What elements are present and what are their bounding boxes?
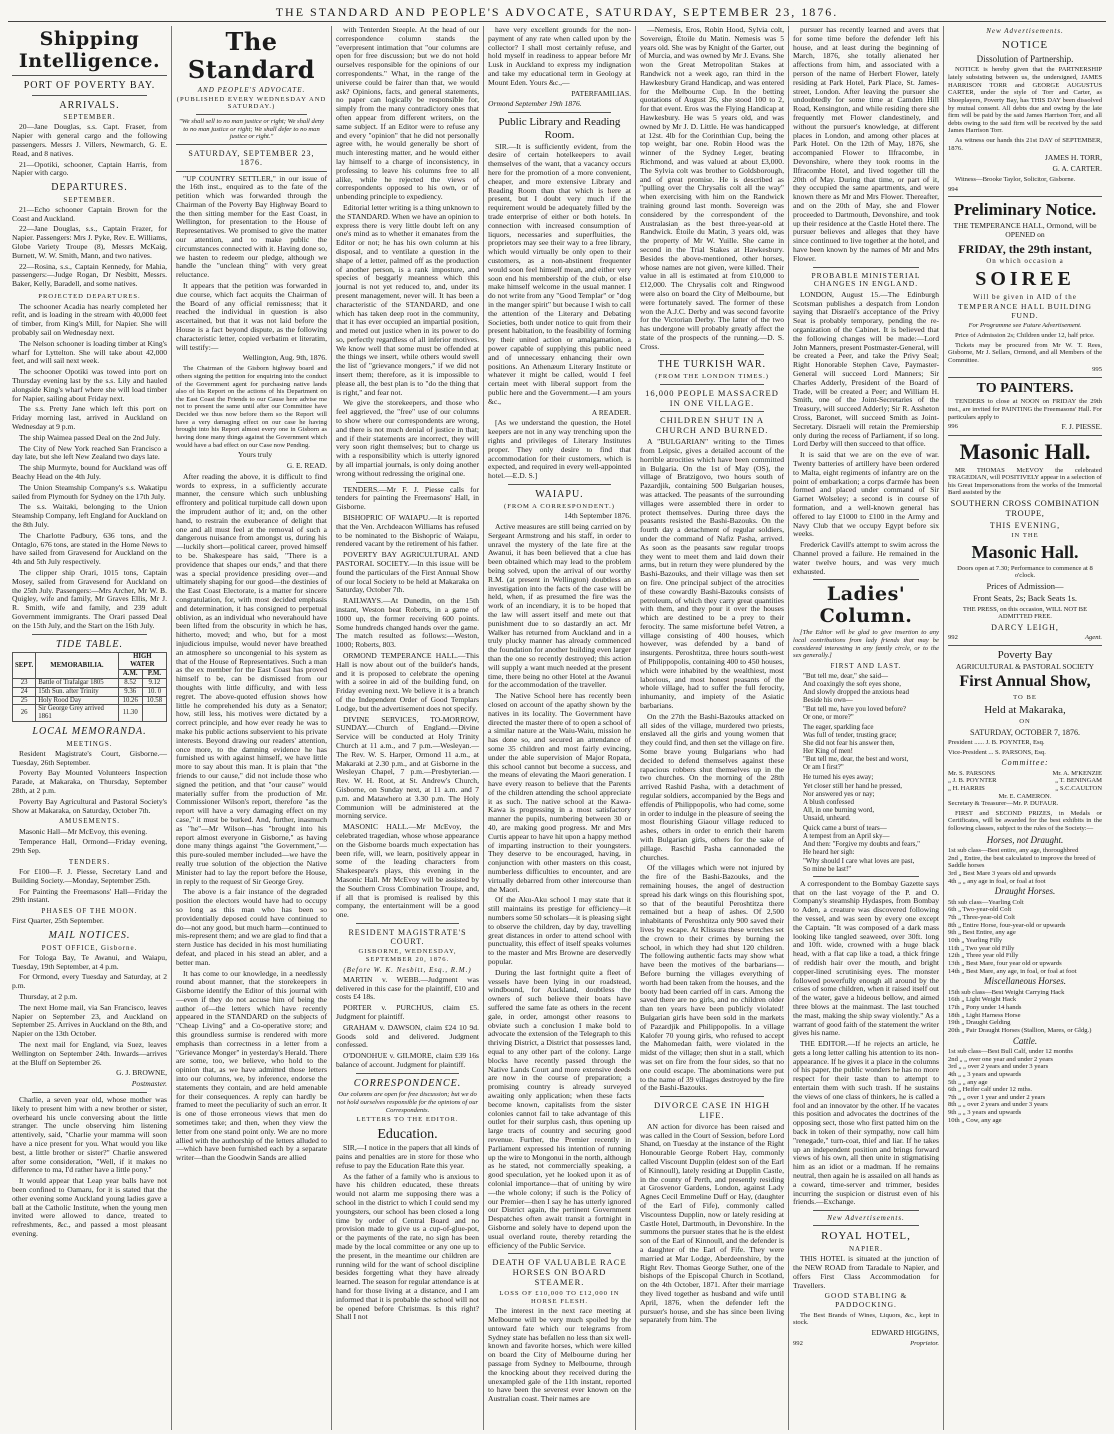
projected-entry: The Nelson schooner is loading timber at King's wharf for Lyttelton. She will take about 42,000 feet, and will sail next week. (12, 338, 167, 366)
meetings-heading: MEETINGS. (66, 739, 113, 748)
programme-line: For Programme see Future Advertisement. (968, 322, 1082, 330)
letter-closing: Yours truly (237, 450, 273, 460)
amusements-heading: AMUSEMENTS. (59, 817, 120, 826)
mail-heading: MAIL NOTICES. (48, 930, 131, 942)
ad-number: 995 (1092, 366, 1102, 374)
vice-president-line: Vice-President ... S. PARSONS, Esq. (948, 748, 1046, 756)
columns (8, 26, 1106, 1430)
stabling: GOOD STABLING & PADDOCKING. (824, 1291, 908, 1310)
tide-col-sept: SEPT. (13, 653, 36, 679)
projected-entry: The ship Murmyte, bound for Auckland was off Beachy Head on the 4th July. (12, 463, 167, 481)
notice-text: NOTICE is hereby given that the PARTNERSHIP lately subsisting between us, the undersigned, JAMES HARRISON TORR and GEORGE AUGUSTUS CARTER, under the style of Torr and Carter, as Shoeplayers, Poverty Bay, has THIS DAY been dissolved by mutual consent. All debts due and owing by the late firm will be paid by the said James Harrison Torr, and all debts owing to the said firm will be received by the said James Harrison Torr. (948, 66, 1102, 135)
signature-carter: G. A. CARTER. (1052, 164, 1102, 174)
secretary-line: Secretary & Treasurer—Mr. P. DUFAUR. (948, 800, 1059, 808)
page-masthead: THE STANDARD AND PEOPLE'S ADVOCATE, SATURDAY, SEPTEMBER 23, 1876. (8, 4, 1106, 22)
table-row: 24 15th Sun. after Trinity 9.36 10. 0 (13, 687, 167, 696)
issue-date: SATURDAY, SEPTEMBER 23, 1876. (188, 148, 315, 168)
news-item: TENDERS.—Mr F. J. Piesse calls for tenders for painting the Freemasons' Hall, in Gisborne. (336, 484, 479, 512)
tide-col-am: A.M. (118, 669, 142, 678)
divorce-paragraph: pursuer has recently learned and avers that for some time before the defender left his house, and at least during the beginning of March, 1876, she totally alienated her affections from him, and associated with a person of the name of Herbert Flower, lately residing at Park Hotel, Park Place, St. James-street, London. After leaving the pursuer she undoubtedly for some time at Camden Hill Road, Kensington, and while residing there she frequently met Flower clandestinely, and without the pursuer's knowledge, at different places in London, and among other places at Park Hotel. On the 12th of May, 1876, she accompanied Flower to Ilfracombe, in Devonshire, where they took rooms in the Ilfracombe Hotel, and lived together till the 20th of May. During that time, or part of it, they occupied the same apartments, and were known there as Mr and Mrs Flower. Thereafter, and on the 20th of May, she and Flower proceeded to Dartmouth, Devonshire, and took up their residence at the Castle Hotel there. The pursuer believes and alleges that they have since continued to live together at the hotel, and have been known by the names of Mr and Mrs Flower. (793, 26, 939, 263)
prelim-heading: Preliminary Notice. (953, 200, 1097, 220)
committee-heading: Committee: (1001, 758, 1049, 768)
ad-number: 992 (948, 634, 958, 642)
meeting-entry: Resident Magistrate's Court, Gisborne.—Tuesday, 26th September. (12, 748, 167, 767)
table-row: 25 Holy Rood Day 10.26 10.58 (13, 696, 167, 705)
notice-heading: NOTICE (1001, 39, 1049, 52)
quoted-letter: The Chairman of the Gisborn highway board and others signing the petition for enquiring into the conduct of the Government agent for purchasing native lands also of his Report on the actions of his Department on the East Coast the Friends to our Cause here advise me not to present the same until after our Committee have Decided we thus now before them so the Report will have a very damaging effect on our case he having brought into his Report almost every one in Gisborn as having done many things against the Government which would have a bad effect on our Case now Pending. (176, 365, 327, 449)
divorce-heading: DIVORCE CASE IN HIGH LIFE. (653, 1100, 771, 1120)
soiree-aid: Will be given in AID of the (973, 292, 1077, 301)
masonic-text: MR THOMAS McEVOY the celebrated TRAGEDIAN, will POSITIVELY appear in a selection of his Great Impersonations from the works of the Immortal Bard assisted by the (948, 466, 1102, 497)
shipping-title: Shipping Intelligence. (18, 28, 161, 73)
stabling-sub: The Best Brands of Wines, Liquors, &c., kept in stock. (793, 1311, 939, 1327)
proprietor-title: Proprietor. (910, 1339, 939, 1347)
ministerial-heading: PROBABLE MINISTERIAL CHANGES IN ENGLAND. (811, 270, 921, 289)
mail-entry: For Ormond, every Tuesday and Saturday, at 2 p.m. (12, 972, 167, 991)
court-case: O'DONOHUE v. GILMORE, claim £39 16s balance of account. Judgment for plaintiff. (336, 1051, 479, 1069)
court-case: PORTER v. PURCHUS, claim £5. Judgment for plaintiff. (336, 1003, 479, 1021)
arrival-entry: 20—Jane Douglas, s.s. Capt. Fraser, from Napier with general cargo and the following passengers. Messrs J. Villers, Newmarch, G. E. Read, and 8 natives. (12, 122, 167, 158)
column-shipping (8, 26, 171, 1430)
prices-text: Front Seats, 2s; Back Seats 1s. (972, 592, 1078, 603)
editorial-paragraph: It appears that the petition was forwarded in due course, which fact acquits the Chairman of the Board of any official remissness; that it reached the individual in question is also ascertained, but that it was not laid before the House is a fact beyond dispute, as the following characteristic letter, copied verbatim et literatim, will testify:— (176, 281, 327, 352)
witness-text: As witness our hands this 21st DAY of SEPTEMBER, 1876. (948, 137, 1102, 152)
cattle-heading: Cattle. (1012, 1035, 1038, 1046)
hotel-heading: ROYAL HOTEL, (821, 1230, 911, 1243)
horse-paragraph: —Nemesis, Eros, Robin Hood, Sylvia colt, Sovereign, Étoile du Matin. Nemesis was 5 years old. She was by Knight of the Garter, out of Murcia, and was owned by Mr J. Evans. She won the Great Metropolitan Stakes at Randwick not a week ago, ran third in the Hawkesbury Grand Handicap, and was entered for the Melbourne Cup. In the betting quotations of August 26, she stood 100 to 2, for that event. Eros was the Flying Handicap at Hawkesbury. He was 5 years old, and was owned by Mr J. D. Little. He was handicapped at 12st. 4lb for the Corinthian Cup, being the top weight, bar one. Robin Hood was the winner of the Sydney Leger, beating Richmond, and was valued at about £3,000. The Sylvia colt was brother to Goldsborough, and of great promise. He is described as "pulling over the Chrysalis colt all the way" when exercising with him on the Randwick training ground last month. Sovereign was considered by the correspondent of the Australasian as the best three-year-old at Randwick. Étoile du Matin, 3 years old, was the property of Mr W. Yuille. She came in second in the Trial Stakes at Hawkesbury. Besides the above-mentioned, other horses, whose names are not given, were killed. Their value in all is estimated at from £10,000 to £12,000. The Chrysalis colt and Ringwood were also on board the City of Melbourne, but were fortunately saved. The former of these won the A.J.C. Derby and was second favorite for the Victorian Derby. The latter of the two has undergone will probably greatly affect the state of the prospects of the running.—D. S. Cross. (640, 26, 784, 351)
editorial-paragraph: with Tenterden Steeple. At the head of our correspondence column stands the "everpresent intimation that "our columns are open for free discussion; but we do not hold ourselves responsible for the opinions of our correspondents." What, in the range of the universe could be fairer than that, we would ask? Opinions, facts, and general statements, no paper can logically be responsible for, simply from the many contradictory ones that often appear from different writers, on the same subject. If an Editor were to refuse any and every "opinion" that he did not personally agree with, he would generally be short of much interesting matter, and he would either lay himself to a charge of inconsistency, in professing to leave his columns free to all alike, while he rejected the views of correspondents opposed to his own, or of unbending principle to expediency. (336, 26, 479, 202)
misc-horses-heading: Miscellaneous Horses. (984, 976, 1066, 987)
tenders-heading: TENDERS. (68, 857, 111, 866)
tide-col-pm: P.M. (142, 669, 166, 678)
to-be-line: TO BE (1013, 693, 1037, 701)
poem-title: FIRST AND LAST. (830, 662, 902, 671)
tide-col-memo: MEMORABILIA. (36, 653, 118, 679)
standard-subtitle: AND PEOPLE'S ADVOCATE. (197, 85, 306, 94)
mail-entry: The next mail for England, via Suez, leaves Wellington on September 24th. Inwards—arrives at the Bluff on September 26. (12, 1040, 167, 1067)
class-list: 1st sub class—Best Bull Calf, under 12 months 2nd „ „ over one year and under 2 years 3rd „ „ over 2 years and under 3 years 4th „ „ 3 years and upwards 5th „ „ any age 6th „ Heifer calf under 12 mths. 7th „ „ over 1 year and under 2 years 8th „ „ over 2 years and under 3 years 9th „ „ 3 years and upwards 10th „ Cow, any age (948, 1047, 1073, 1124)
prices-heading: Prices of Admission— (986, 580, 1064, 591)
moon-heading: PHASES OF THE MOON. (41, 907, 138, 916)
court-date: GISBORNE, WEDNESDAY, SEPTEMBER 20, 1876. (358, 948, 457, 964)
court-case: GRAHAM v. DAWSON, claim £24 10 9d. Goods sold and delivered. Judgment confessed. (336, 1022, 479, 1050)
post-office: POST OFFICE, Gisborne. (41, 943, 138, 952)
new-ads-heading: New Advertisements. (827, 1214, 905, 1223)
departure-entry: 21—Echo schooner Captain Brown for the Coast and Auckland. (12, 204, 167, 223)
new-ads-heading: New Advertisements. (986, 27, 1064, 35)
correspondence-note: Our columns are open for free discussion; but we do not hold ourselves responsible for the opinions of our Correspondents. (336, 1091, 479, 1114)
misc-paragraph: THE EDITOR.—If he rejects an article, he gets a long letter calling his attention to its non-appearance. If he gives it a place in the columns of his paper, the public wonders he has no more respect for their taste than to attempt to entertain them with such trash. If he sustains the views of one class of thinkers, he is called a fool and an innovator by the other. If he vacates this position and advocates the doctrines of the opposing sect, those who first patted him on the back in token of their sympathy, now call him "renegade," turn-coat, thief and liar. If he takes up an independent position and brings forward views of his own, all then unite in stigmatising him as an idiot or a madman. If he remains neutral, then again he is assailed on all hands as a coward, time-server and trimmer, besides incurring the suspicion or distrust even of his friends.—Exchange. (793, 1039, 939, 1207)
show-heading: First Annual Show, (959, 673, 1091, 691)
editorial-paragraph: After reading the above, it is difficult to find words to express, in a sufficiently accurate manner, the censure which such unblushing effrontery and political turpitude call down upon the imprudent author of it; and, on the other hand, to restrain the exuberance of delight that one and all must feel at the removal of such a dangerous nuisance from amongst us, during his—luckily short—political career, proved himself to be. Shakespeare has said, "There is a providence that shapes our ends," and that there was a special providence presiding over—and ultimately shaping for our good—the destinies of the East Coast Electorate, is a matter for sincere congratulation, for, with most decided emphasis and determination, it has consigned to perpetual oblivion, as an individual who neverahould have been lifted from the obscurity in which he has, hitherto, moved; and who, but for a most injudicious impulse, would never have breathed an atmosphere so uncongenial to his system as that of the House of Representatives. Such a man as the ex member for the East Coast has proved himself to be, can be dismissed from our thoughts with little difficulty, and with less regret. The above-quoted effusion shows how little he comprehended his duty as a Senator; how, still less, his motives were dictated by a correct principle, and how ever ready he was to make his public actions subservient to his private interests. Beyond drawing our readers' attention, once more, to the damning evidence he has furnished us with against himself, we have little more to say about this man. It is plain that "the friends to our cause," did not include those who signed the petition, and that "our cause" would materially suffer from the production of Mr. Commissioner Wilson's report, therefore "as the report will have a very damaging effect on my case," it must be burked. And, further, inasmuch as "he"—Mr Wilson—has "brought into his report almost everyone in Gisborne," as having done many things against "the Government,"—this pure-souled member included—we have the really true solution of the objection the Native Minister had to lay the report before the House, in reply to the request of Sir George Grey. (176, 471, 327, 886)
amusement-entry: Temperance Hall, Ormond—Friday evening, 29th Sep. (12, 837, 167, 856)
column-letters (483, 26, 635, 1430)
motto: "We shall sell to no man justice or right; We shall deny to no man justice or right; We shall defer to no man justice or right." (179, 118, 324, 141)
hotel-text: THIS HOTEL is situated at the junction of the NEW ROAD from Taradale to Napier, and offers First Class Accommodation for Travellers. (793, 1254, 939, 1290)
mail-entry: The next Home mail, via San Francisco, leaves Napier on September 23, and Auckland on September 25. Arrives in Auckland on the 8th, and Napier on the 13th October. (12, 1002, 167, 1039)
committee-row: Mr. E. CAMERON. (998, 792, 1052, 800)
waiapu-date: 14th September 1876. (564, 511, 631, 521)
projected-heading: PROJECTED DEPARTURES. (38, 293, 141, 301)
departure-entry: 22—Rosina, s.s., Captain Kennedy, for Mahia, passengers:—Judge Rogan, Dr Nesbitt, Messrs. Baker, Kelly, Baradell, and some natives. (12, 261, 167, 289)
news-item: ORMOND TEMPERANCE HALL.—This Hall is now about out of the builder's hands, and it is proposed to celebrate the opening with a soiree in aid of the building fund, on Friday evening next. We believe it is a branch of the Independent Order of Good Templars Lodge, but the advertisement does not specify. (336, 650, 479, 713)
editorial-paragraph: We give the storekeepers, and those who feel aggrieved, the "free" use of our columns to show where our correspondents are wrong, and there is not much denial of justice in that; and if their statements are incorrect, they will very soon right themselves; but to charge us with a responsibility which is utterly ignored by all impartial journals, is only doing another wrong without redressing the original one. (336, 398, 479, 478)
draught-heading: Draught Horses. (994, 886, 1056, 897)
president-line: President ...... J. B. POYNTER, Esq. (948, 739, 1045, 747)
committee-row: Mr. S. PARSONS Mr. A. M'KENZIE (948, 769, 1102, 777)
waiapu-paragraph: Active measures are still being carried on by Sergeant Armstrong and his staff, in order to unravel the mystery of the late fire at the Awanui, it has been believed that a clue has been obtained which may lead to the problem being solved, upon the arrival of our worthy R.M. (at present in Wellington) doubtless an investigation into the facts of the case will be held, when, if as presumed the fire was the work of an incendiary, it is to be hoped that the law will assert itself and mete out that punishment due to so dastardly an act. Mr Walker has returned from Auckland and in a truly plucky manner has already commenced the foundation for another building even larger than the one so recently destroyed; this action will supply a want much needed at the present time, there being no other Hotel at the Awanui for the accommodation of the traveller. (488, 521, 631, 690)
committee-row: „ J. B. POYNTER „ T. BENINGAM (948, 777, 1102, 785)
story-paragraph: Charlie, a seven year old, whose mother was likely to present him with a new brother or sister, overheard his uncle conversing about the little stranger. The uncle observing him listening attentively, said, "Charlie your mamma will soon have a nice present for you. What would you like best, a little brother or sister?" Charlie answered after some consideration, "Well, if it makes no difference to ma, I'd rather have a little pony." (12, 1094, 167, 1175)
projected-entry: The clipper ship Orari, 1015 tons, Captain Mosey, sailed from Gravesend for Auckland on the 25th July. Passengers:—Mrs Archer, Mr W. B. Quigley, wife and family, Mr Graves Ellis, Mr J. R. Smith, wife and family, and 239 adult Government immigrants. The Orari passed Deal on the 15th July, and the Start on the 16th July. (12, 567, 167, 630)
projected-entry: The schooner Opotiki was towed into port on Thursday evening last by the s.s. Lily and hauled alongside King's wharf where she will load timber for Napier, sailing about Friday next. (12, 367, 167, 403)
ad-number: 994 (948, 185, 958, 193)
divorce-paragraph: AN action for divorce has been raised and was called in the Court of Session, before Lord Shand, on Tuesday at the instance of the Right Honourable George Robert Hay, commonly called Viscount Dupplin (eldest son of the Earl of Kinnoull), lately residing at Dupplin Castle, in the county of Perth, and presently residing at Grosvenor Gardens, London, against Lady Agnes Cecil Emmeline Duff or Hay, (daughter of the Earl of Fife), commonly called Viscountess Dupplin, now or lately residing at Castle Hotel, Dartmouth, in Devonshire. In the summons the pursuer states that he is the eldest son of the Earl of Kinnoull, and the defender is a daughter of the Earl of Fife. They were married at Mar Lodge, Aberdeenshire, by the Right Rev. Thomas George Suther, one of the bishops of the Episcopal Church in Scotland, on the 4th October, 1871. After their marriage they lived together as husband and wife until April, 1876, when the defender left the pursuer's house, and she has since been living separately from him. The (640, 1121, 784, 1325)
arrivals-heading: ARRIVALS. (59, 99, 120, 111)
letter-date: Wellington, Aug. 9th, 1876. (242, 353, 327, 363)
tickets-line: Tickets may be procured from Mr W. T. Rees, Gisborne, Mr J. Sellars, Ormond, and all Members of the Committee. (948, 341, 1102, 364)
class-list: 15th sub class—Best Weight Carrying Hack 16th „ Light Weight Hack 17th „ Pony under 14 hands 18th „ Light Harness Horse 19th „ Draught Gelding 20th „ Pair Draught Horses (Stallion, Mares, or Gldg.) (948, 988, 1092, 1034)
editorial-paragraph: The above is a fair instance of the degraded position the electors would have had to occupy so long as this man who has been so providentially deposed could have continued to do—not any good, but much harm—continued to mis-represent them; and we are glad to find that a stern Justice has decided in his most humiliating defeat, and placed in his stead an abler, and a better man. (176, 887, 327, 967)
doors-line: Doors open at 7.30; Performance to commence at 8 o'clock. (957, 564, 1093, 580)
proprietor-name: EDWARD HIGGINS, (871, 1328, 939, 1338)
piesse-signature: F. J. PIESSE. (1061, 422, 1102, 432)
ad-number: 992 (793, 1339, 803, 1347)
local-memoranda-heading: LOCAL MEMORANDA. (32, 726, 147, 738)
postmaster-name: G. J. BROWNE, (116, 1068, 167, 1078)
editorial-paragraph: It has come to our knowledge, in a needlessly round about manner, that the storekeepers in Gisborne identify the Editor of this journal with—even if they do not accuse him of being the author of—the letters which have recently appeared in the STANDARD on the subjects of "Cheap Living" and a Co-operative store; and this groundless surmise is rendered with more emphasis than correctness in a letter from a "Grievance Monger" in yesterday's Herald. There are some, too, we believe, who hold to the opinion that, as we have admitted those letters into our columns, we, by inference, endorse the statements they contain, and are held amenable for their consequences. A reply can hardly be framed to meet the peculiarity of such an error. It is one of those erroneous views that men do sometimes take; and then, when they view the letter from one stand point only. We are no more allied with the authorship of the letters alluded to—which have been furnished each by a separate writer—than the Goodwin Sands are allied (176, 968, 327, 1163)
waiapu-paragraph: Of the Aku-Aku school I may state that it still maintains its prestige for efficiency—it numbers some 50 scholars—it is pleasing sight to observe the children, day by day, travelling great distances in order to attend school with punctuality, this effect of itself speaks volumes to the master and Mrs Browne are deservedly popular. (488, 895, 632, 967)
projected-entry: The s.s. Pretty Jane which left this port on Friday morning last, arrived in Auckland on Wednesday at 9 p.m. (12, 404, 167, 432)
horses-heading: Horses, not Draught. (986, 834, 1064, 845)
waiapu-sub: (FROM A CORRESPONDENT.) (504, 502, 615, 510)
evening-line: THIS EVENING, (989, 520, 1061, 530)
projected-entry: The City of New York reached San Francisco a day late, but she left New Zealand two days late. (12, 443, 167, 462)
dissolution-heading: Dissolution of Partnership. (976, 53, 1074, 64)
ministerial-paragraph: It is said that we are on the eve of war. Twenty batteries of artillery have been ordered to Malta, eight regiments of infantry are on the point of embarkation; a corps d'armée has been formed and placed under command of Sir Garnet Wolseley; a second is in course of formation, and a well-known general has offered to lay £1000 to £100 in the Army and Navy Club that we occupy Egypt before six weeks. (793, 450, 939, 539)
waiapu-paragraph: During the last fortnight quite a fleet of vessels have been lying in our roadstead, windbound, for Auckland, doubtless the owners of such believe their boats have suffered the same fate as others in the recent gale, in order, amongst other reasons to obviate such a conclusion I make bold to advocate the extension of the Telegraph to this thriving District, a District that possesses land, equal to any other part of the colony. Large blocks have recently passed through the Native Lands Court and more extensive deeds are now in the course of preparation; a promising country is already surveyed awaiting only application; when these facts become known, capitalists from the sister colonies cannot fail to take advantage of this outlet for their surplus cash, thus opening up large tracts of country and securing good revenue. Further, the Premier recently in Parliament expressed his intention of running up the wire to Mongonui in the north, although as he stated, not commercially speaking, a good speculation, yet he looked upon it as of colonial importance—that of uniting by wire—the whole colony; if such is the Policy of our Premier—then I say he has utterly ignored our District again, the pertinent Government Despatches often await transit a fortnight in Gisborne and solely have to depend upon the usual overland route, thereby retarding the efficiency of the Public Service. (488, 967, 631, 1250)
departures-month: SEPTEMBER. (63, 195, 116, 204)
death-paragraph: The interest in the next race meeting at Melbourne will be very much spoiled by the untoward fate which our telegrams from Sydney state has befallen no less than six well-known and favorite horses, which were killed on board the City of Melbourne during her passage from Sydney to Melbourne, through the knocking about they received during the unexampled gale of the 11th instant, reported to have been the severest ever known on the Australian coast. Their names are (488, 1306, 631, 1404)
table-row: 23 Battle of Trafalgar 1805 8.52 9.12 (13, 678, 167, 687)
agent-title: Agent. (1084, 634, 1102, 642)
turkish-paragraph: On the 27th the Bashi-Bazouks attacked on all sides of the village, murdered two priests, enslaved all the girls and young women that they could find, and then set the village on fire. Some brave young Bulgarians who had decided to defend themselves against these rapacious robbers shut themselves up in the two churches. On the morning of the 28th arrived Rashid Pasha, with a detachment of regular soldiers, accompanied by the Begs and effendis of Philippopolis, who had come, some in order to indulge in the pleasure of seeing the most flourishing Giaour village reduced to ashes, others in order to enrich their harem with Bulgarian girls, others for the sake of pillage. Raschid Pasha cannonaded the churches. (640, 711, 784, 862)
society-heading: AGRICULTURAL & PASTORAL SOCIETY (955, 661, 1095, 671)
projected-entry: The Charlotte Padbury, 636 tons, and the Ontaglo, 676 tons, are stated in the Home News to have sailed from Gravesend for Auckland on the 4th and 5th July respectively. (12, 530, 167, 567)
tender-entry: For Painting the Freemasons' Hall—Friday the 29th instant. (12, 886, 167, 905)
port-heading: PORT OF POVERTY BAY. (23, 80, 156, 92)
story-paragraph: It would appear that Leap year balls have not been confined to Oamaru, for it is stated that the other evening some Auckland young ladies gave a ball at the Catholic Institute, when the young men invited were allowed to dance, treated to refreshments, &c., and passed a most pleasant evening. (12, 1176, 167, 1238)
editor-note: [As we understand the question, the Hotel keepers are not in any way trenching upon the rights and privileges of Literary Institutes proper. They only desire to find that accommodation for their customers, which is expected, and required in every well-appointed hotel.—E.D. S.] (488, 418, 631, 481)
masonic-heading-2: Masonic Hall. (971, 541, 1079, 562)
tender-entry: For £100—F. J. Piesse, Secretary Land and Building Society.—Monday, September 25th. (12, 867, 167, 885)
masonic-heading: Masonic Hall. (959, 439, 1091, 465)
meeting-entry: Poverty Bay Mounted Volunteers Inspection Parade, at Makaraka, on Thursday, September 28th, at 2 p.m. (12, 768, 167, 796)
editorial-paragraph: Editorial letter writing is a thing unknown to the STANDARD. When we have an opinion to express there is very little doubt left on any one's mind as to whether it emanates from the Editor or not; he has his own column at his disposal, and to ventilate a question in the shape of a letter, palmed off as the production of another person, is a rank imposture, and species of beggarly meanness which this journal is not yet reduced to, and, under its present management, never will. It has been a characteristic of the STANDARD, and one which has taken deep root in the community, that it has ever occupied an impartial position, and meted out justice when in its power to do so, perfectly regardless of all inferior motives. We know well that some must be offended at the things we insert, while others would swell the list of "grievance mongers," if we did not insert them; therefore, as it is impossible to please all, the best plan is to "do the thing that is right," and fear not. (336, 202, 479, 397)
painters-heading: TO PAINTERS. (976, 381, 1074, 397)
poem: "But tell me, dear," she said— And coaxingly the soft eyes shone, And slowly dropped the anxious head Beside his own— "But tell me, have you loved before? Or one, or more?" The eager, sparkling face Was full of tender, trusting grace; She did not fear his answer then, Her King of men! "But tell me, dear, the best and worst, Or am I first?" He turned his eyes away; Yet closer still her hand he pressed, Nor answered yes or nay; A blush confessed All, in one burning word, Unsaid, unheard. Quick came a burst of tears— A tempest from an April sky— And then: "Forgive my doubts and fears," He heard her sigh: "Why should I care what loves are past, So mine be last!" (803, 672, 920, 873)
news-item: POVERTY BAY AGRICULTURAL AND PASTORAL SOCIETY.—In this issue will be found the particulars of the First Annual Show of our local Society to be held at Makaraka on Saturday, October 7th. (336, 550, 479, 595)
ad-number: 996 (948, 423, 958, 431)
prizes-text: FIRST and SECOND PRIZES, in Medals or Certificates, will be awarded for the best exhibits in the following classes, subject to the rules of the Society:— (948, 809, 1102, 833)
soiree-heading: SOIREE (975, 267, 1075, 290)
prelim-text: THE TEMPERANCE HALL, Ormond, will be OPENED on (953, 220, 1097, 239)
table-row: 26 Sir George Grey arrived 1861 11.30 (13, 705, 167, 722)
letter-paragraph: have very excellent grounds for the non-payment of any rate when called upon by the collector? I shall most certainly refuse, and hold myself in readiness to appear before Mr Lusk in Auckland to express my indignation and take my educational term in Geology at Mount Eden. Yours &c.,— (488, 26, 631, 87)
committee-row: „ H. HARRIS „ S.C.CAULTON (948, 784, 1102, 792)
news-item: DIVINE SERVICES, TO-MORROW, SUNDAY.—Church of England.—Divine Service will be conducted at Holy Trinity Church at 11 a.m., and 7 p.m.—Wesleyan.—The Rev. W. S. Harper, Ormond 11 a.m., at Makaraki at 2.30 p.m., and at Gisborne in the Wesleyan Chapel, 7 p.m.—Presbyterian.—Rev. W. H. Root, at St. Andrew's Church, Gisborne, on Sunday next, at 11 a.m. and 7 p.m. and Matawhero at 3.30 p.m. The Holy Communion will be administered at the morning service. (336, 714, 479, 821)
letter-signature: A READER. (591, 407, 631, 417)
turkish-paragraph: A "BULGARIAN" writing to the Times from Leipsic, gives a detailed account of the horrible atrocities which have been committed in Bulgaria. On the 1st of May (OS), the village of Bratzigovo, two hours south of Pazardjik, containing 500 Bulgarian houses, was attacked. The peasants of the surrounding villages were assembled there in order to protect themselves. During three days the peasants resisted the Bashi-Bazouks. On the fourth day a detachment of regular soldiers, under the command of Nafiz Pasha, arrived. As soon as the peasants saw regular troops they went to meet them and laid down their arms, but in return they were plundered by the Bashi-Bazouks, and their village was then set on fire. One principal subject of the atrocities of these cowardly Bashi-Bazouks consists of petroleum, of which they carry great quantities with them, and they pour it over the houses which are destined to be a prey to their ferocity. The same misfortune befel Vetren, a village consisting of 400 houses, which however, was defended by a band of insurgents. Peroshtitza, three hours south-west of Philippopolis, containing 400 to 450 houses, which were inhabited by the wealthiest, most laborious, and most honest peasants of the whole village, had to suffer the full ferocity, inhumanity, and impiety of the Asiatic barbarians. (640, 437, 784, 711)
held-line: Held at Makaraka, (984, 704, 1066, 717)
turkish-sub: (FROM THE LONDON TIMES.) (655, 373, 769, 381)
published-note: (PUBLISHED EVERY WEDNESDAY AND SATURDAY.) (176, 95, 327, 111)
tide-heading: TIDE TABLE. (56, 638, 123, 650)
projected-entry: The Union Steamship Company's s.s. Wakatipu sailed from Plymouth for Sydney on the 17th July. (12, 482, 167, 501)
letter-paragraph: SIR.—It is sufficiently evident, from the desire of certain hotelkeepers to avail themselves of the want, that a vacancy occurs here for the promotion of a more convenient, cheaper, and more extensive Library and Reading Room than that which is here at present, but I doubt very much if the requirement would be adequately filled by the trade enterprise of either or both hotels. In connection with increased consumption of liquors, necessaries and superfluities, the proprietors may see their way to a free library, which would virtually be only open to their customers, as a non-abstinent frequenter would soon feel himself mean, and either very soon end his membership of the club, or else make himself welcome in the usual manner. I do not write from any "Good Templar" or "dog in the manger spirit" but because I wish to call the attention of the Literary and Debating Societies, both under notice to quit from their present habitation, to the feasibility of forming by their united action or amalgamation, a power capable of supplying this public need and of unnecessary enhancing their own positions. An Athenæum Literary Institute or whatever it might be called, would I feel certain meet with liberal support from the public here and the Government.—I am yours &c., (488, 141, 631, 406)
column-news (331, 26, 483, 1430)
mail-entry: Thursday, at 2 p.m. (19, 992, 78, 1002)
letters-heading: LETTERS TO THE EDITOR. (356, 1116, 459, 1124)
court-heading: RESIDENT MAGISTRATE'S COURT. (348, 927, 467, 947)
friday-line: FRIDAY, the 29th instant, (958, 241, 1092, 256)
projected-entry: The s.s. Waitaki, belonging to the Union Steamship Company, left England for Auckland on the 8th July. (12, 502, 167, 529)
court-case: MARTIN v. WEBB.—Judgment was delivered in this case for the plaintiff, £10 and costs £4 18s. (336, 974, 479, 1002)
news-item: MASONIC HALL.—Mr McEvoy, the celebrated tragedian, whose whose appearance on the Gisborne boards much expectation has been rife, will, we learn, positively appear in some of the leading characters from Shakespeare's plays, this evening in the Masonic Hall. Mr McEvoy will be assisted by the Southern Cross Combination Troupe, and, if all that is promised is realised by this company, the entertainment will be a good one. (336, 822, 479, 920)
massacre-heading: 16,000 PEOPLE MASSACRED IN ONE VILLAGE. (645, 387, 779, 408)
library-heading: Public Library and Reading Room. (498, 116, 621, 141)
departures-heading: DEPARTURES. (51, 182, 128, 194)
letter-paragraph: SIR,—I notice in the papers that all kinds of pains and penalties are in store for those who refuse to pay the Education Rate this year. (336, 1143, 479, 1170)
projected-entry: The ship Waimea passed Deal on the 2nd July. (19, 432, 161, 442)
death-sub: LOSS OF £10,000 TO £12,000 IN HORSE FLESH. (499, 1289, 620, 1305)
pb-heading: Poverty Bay (997, 648, 1053, 661)
letter-date: Ormond September 19th 1876. (488, 99, 582, 109)
in-the-line: IN THE (1011, 532, 1039, 540)
hotel-place: NAPIER. (848, 1245, 884, 1254)
turkish-heading: THE TURKISH WAR. (657, 359, 767, 371)
standard-title: The Standard (187, 27, 316, 84)
departure-entry: 22—Jane Douglas, s.s., Captain Frazer, for Napier. Passengers: Mrs J. Pyke, Rev. E. Williams, Globe Variety Troupe (8), Messrs McKaig, Burnett, W. W. Smith, Mann, and two natives. (12, 224, 167, 260)
tide-col-group: HIGH WATER (118, 653, 166, 670)
agent-name: DARCY LEIGH, (991, 622, 1059, 632)
waiapu-heading: WAIAPU. (535, 488, 584, 500)
moon-phase: First Quarter, 25th September. (12, 916, 104, 926)
misc-paragraph: A correspondent to the Bombay Gazette says that on the last voyage of the P. and O. Company's steamship Hydaspes, from Bombay to Aden, a creature was discovered following the vessel, and was seen by every one except the Captain. "It was composed of a dark mass looking like tangled seaweed, over 30ft. long and 10ft. wide, crowned with a huge black head, with a flat cap like a toad, a thick fringe of reddish hair over the mouth, and bright copper-lined scrutinising eyes. The monster followed powerfully enough all around by the crises of some children, when it raised itself out of the water, gave a hideous bellow, and aimed three blows at the mainmast. The last touched the mast, making the ship sway violently." As a warrant of good faith of the statement the writer gives his name. (793, 878, 939, 1038)
postmaster-title: Postmaster. (131, 1079, 167, 1089)
letter-signature: PATERFAMILIAS. (571, 88, 631, 98)
turkish-paragraph: Of the villages which were not injured by the fire of the Bashi-Bazouks, and the remaining houses, the angel of destruction spread his dark wings on this flourishing spot, so that of the beautiful Peroshtitza there remained but a heap of ashes. Of 2,500 inhabitants of Peroshtitza only 900 saved their lives by escape. At Klissura these wretches set the crown to their crimes by burning the school, in which they had shut 120 children. The following authentic facts may show what have been the motives of the barbarians—Before burning the villages everything of worth had been taken from the houses, and the booty had been carried off in cars. Among the saved there are no girls, and no children older than ten years have been publicly violated! Bulgarian girls have been sold in the markets of Pazardjik and Philippopolis. In a village Kalofer 70 young girls, who refused to accept the Mahomedan faith, were violated in the midst of the village; then shut in a stall, which was set on fire from the four sides, so that no one could escape. The abominations were put to the name of 39 villages destroyed by the fire of the Bashi-Bazouks. (640, 863, 784, 1093)
class-list: 5th sub class—Yearling Colt 6th „ Two-year-old Colt 7th „ Three-year-old Colt 8th „ Entire Horse, four-year-old or upwards 9th „ Best Entire, any age 10th „ Yearling Filly 11th „ Two year old Filly 12th „ Three year old Filly 13th „ Best Mare, four year old or upwards 14th „ Best Mare, any age, in foal, or foal at foot (948, 898, 1077, 975)
letter-signature: G. E. READ. (286, 461, 327, 471)
letter-paragraph: As the father of a family who is anxious to have his children educated, these threats would not alarm me supposing there was a school in the district to which I could send my youngsters, our school has been closed a long time by order of Central Board and no provision made to give us a cup-of-glue-pot, or the payments of the rate, no sign has been made by the local committee or any one up to the present, in the meantime our children are running wild for the want of school discipline besides forgetting what they have already learned. The season for regular attendance is at hand for those living at a distance, and I am informed that it is probable the school will not be opened before Christmas. Is this right? Shall I not (336, 1171, 479, 1322)
news-item: RAILWAYS.—At Dunedin, on the 15th instant, Weston beat Roberts, in a game of 1000 up, the former receiving 600 points. Some hundreds changed hands over the game. The match resulted as follows:—Weston, 1000; Roberts, 803. (336, 596, 479, 650)
meeting-entry: Poverty Bay Agricultural and Pastoral Society's Show at Makaraka, on Saturday, October 7th. (12, 796, 167, 815)
tide-table (12, 652, 167, 722)
troupe-name: SOUTHERN CROSS COMBINATION TROUPE, (950, 498, 1100, 518)
column-advertisements (943, 26, 1106, 1430)
fund-line: TEMPERANCE HALL BUILDING FUND. (958, 301, 1092, 320)
arrival-entry: 21—Opotiki, schooner, Captain Harris, from Napier with cargo. (12, 159, 167, 178)
column-misc (788, 26, 943, 1430)
on-line: ON (1019, 718, 1031, 726)
ministerial-paragraph: Frederick Cavill's attempt to swim across the Channel proved a failure. He remained in the water twelve hours, and was very much exhausted. (793, 540, 939, 576)
news-item: BISHOPRIC OF WAIAPU.—It is reported that the Ven. Archdeacon Williams has refused to be nominated to the Bishopric of Waiapu, rendered vacant by the retirement of his father. (336, 513, 479, 549)
ladies-heading: Ladies' Column. (819, 583, 913, 628)
waiapu-paragraph: The Native School here has recently been closed on account of the apathy shown by the natives in its locality. The Government have directed the master there of to open a school of a similar nature at the Waiu-Waiu, mission he has done so, and secured an attendance of some 35 children and most fairly evincing, under the able supervision of Major Ropata, this school cannot but become a success, and the means of elevating the Maori generation. I have every reason to believe that the Parents of the children attending the school appreciate it as such. The native school at the Kawa-Kawa is progressing in a most satisfactory manner the pupils, numbering between 30 or 40, are making good progress. Mr and Mrs Curtis appear to have hit upon a happy method of imparting instruction to their youngsters. They deserve to be encouraged, having, in conjunction with other masters on this coast, numberless difficulties to encounter, and are virtually debarred from other intercourse than the Maori. (488, 691, 631, 894)
show-date: SATURDAY, OCTOBER 7, 1876. (969, 727, 1081, 737)
signature-torr: JAMES H. TORR, (1044, 153, 1102, 163)
ladies-note: [The Editor will be glad to give insertion to any local contributions from lady friends that may be considered interesting in any family circle, or to the sex generally.] (793, 629, 939, 660)
occasion-line: On which occasion a (986, 257, 1064, 266)
death-heading: DEATH OF VALUABLE RACE HORSES ON BOARD STEAMER. (492, 1257, 627, 1288)
editorial-paragraph: "UP COUNTRY SETTLER," in our issue of the 16th inst., enquired as to the fate of the petition which was forwarded through the Chairman of the Poverty Bay Highway Board to the then sitting member for the East Coast, in Wellington, for presentation to the House of Representatives. We promised to give the matter our attention, and to make public the circumstances connected with it. Having done so, we hasten to redeem our pledge, although we handle the "unclean thing" with very great reluctance. (176, 173, 327, 280)
court-before: (Before W. K. Nesbitt, Esq., R.M.) (343, 965, 472, 974)
ministerial-paragraph: LONDON, August 15.—The Edinburgh Scotsman publishes a despatch from London saying that Disraeli's acceptance of the Privy Seat is probably temporary, pending the re-organization of the Cabinet. It is believed that the following changes will be made:—Lord John Manners, present Postmaster-General, will be created a Peer, and take the Privy Seal; Right Honorable Stephen Cave, Paymaster-General will succeed Lord Manners; Sir Charles Adderly, President of the Board of Trade, will be created a Peer; and William H. Smith, one of the Joint-Secretaries of the Treasury, will succeed Adderly; Sir R. Assheton Cross, Baronet, will succeed Smith as Joint-Secretary. Disraeli will retain the Premiership only during the recess of Parliament, if so long. Lord Derby will then succeed to that office. (793, 289, 939, 449)
amusement-entry: Masonic Hall—Mr McEvoy, this evening. (19, 826, 148, 836)
press-line: THE PRESS, on this occasion, WILL NOT BE ADMITTED FREE. (962, 605, 1088, 621)
prices-line: Price of Admission 2s; Children under 12, half price. (955, 331, 1095, 339)
painters-text: TENDERS to close at NOON on FRIDAY the 29th inst., are invited for PAINTING the Freemasons' Hall. For particulars apply to (948, 398, 1102, 421)
church-heading: CHILDREN SHUT IN A CHURCH AND BURNED. (655, 415, 769, 436)
mail-entry: For Tologa Bay, Te Awanui, and Waiapu, Tuesday, 19th September, at 4 p.m. (12, 952, 167, 971)
witness-name: Witness—Brooke Taylor, Solicitor, Gisborne. (955, 175, 1076, 183)
class-list: 1st sub class—Best entire, any age, thoroughbred 2nd „ Entire, the best calculated to improve the breed of Saddle horses 3rd „ Best Mare 3 years old and upwards 4th „ „ any age in foal, or foal at foot (948, 847, 1096, 885)
column-world (635, 26, 788, 1430)
arrivals-month: SEPTEMBER. (63, 113, 116, 122)
projected-entry: The schooner Acadia has nearly completed her refit, and is loading in the stream with 40,000 feet of timber, from King's Mill, for Napier. She will probably sail on Wednesday next. (12, 301, 167, 338)
column-editorial (171, 26, 331, 1430)
correspondence-heading: CORRESPONDENCE. (353, 1077, 462, 1089)
education-heading: Education. (377, 1126, 438, 1142)
